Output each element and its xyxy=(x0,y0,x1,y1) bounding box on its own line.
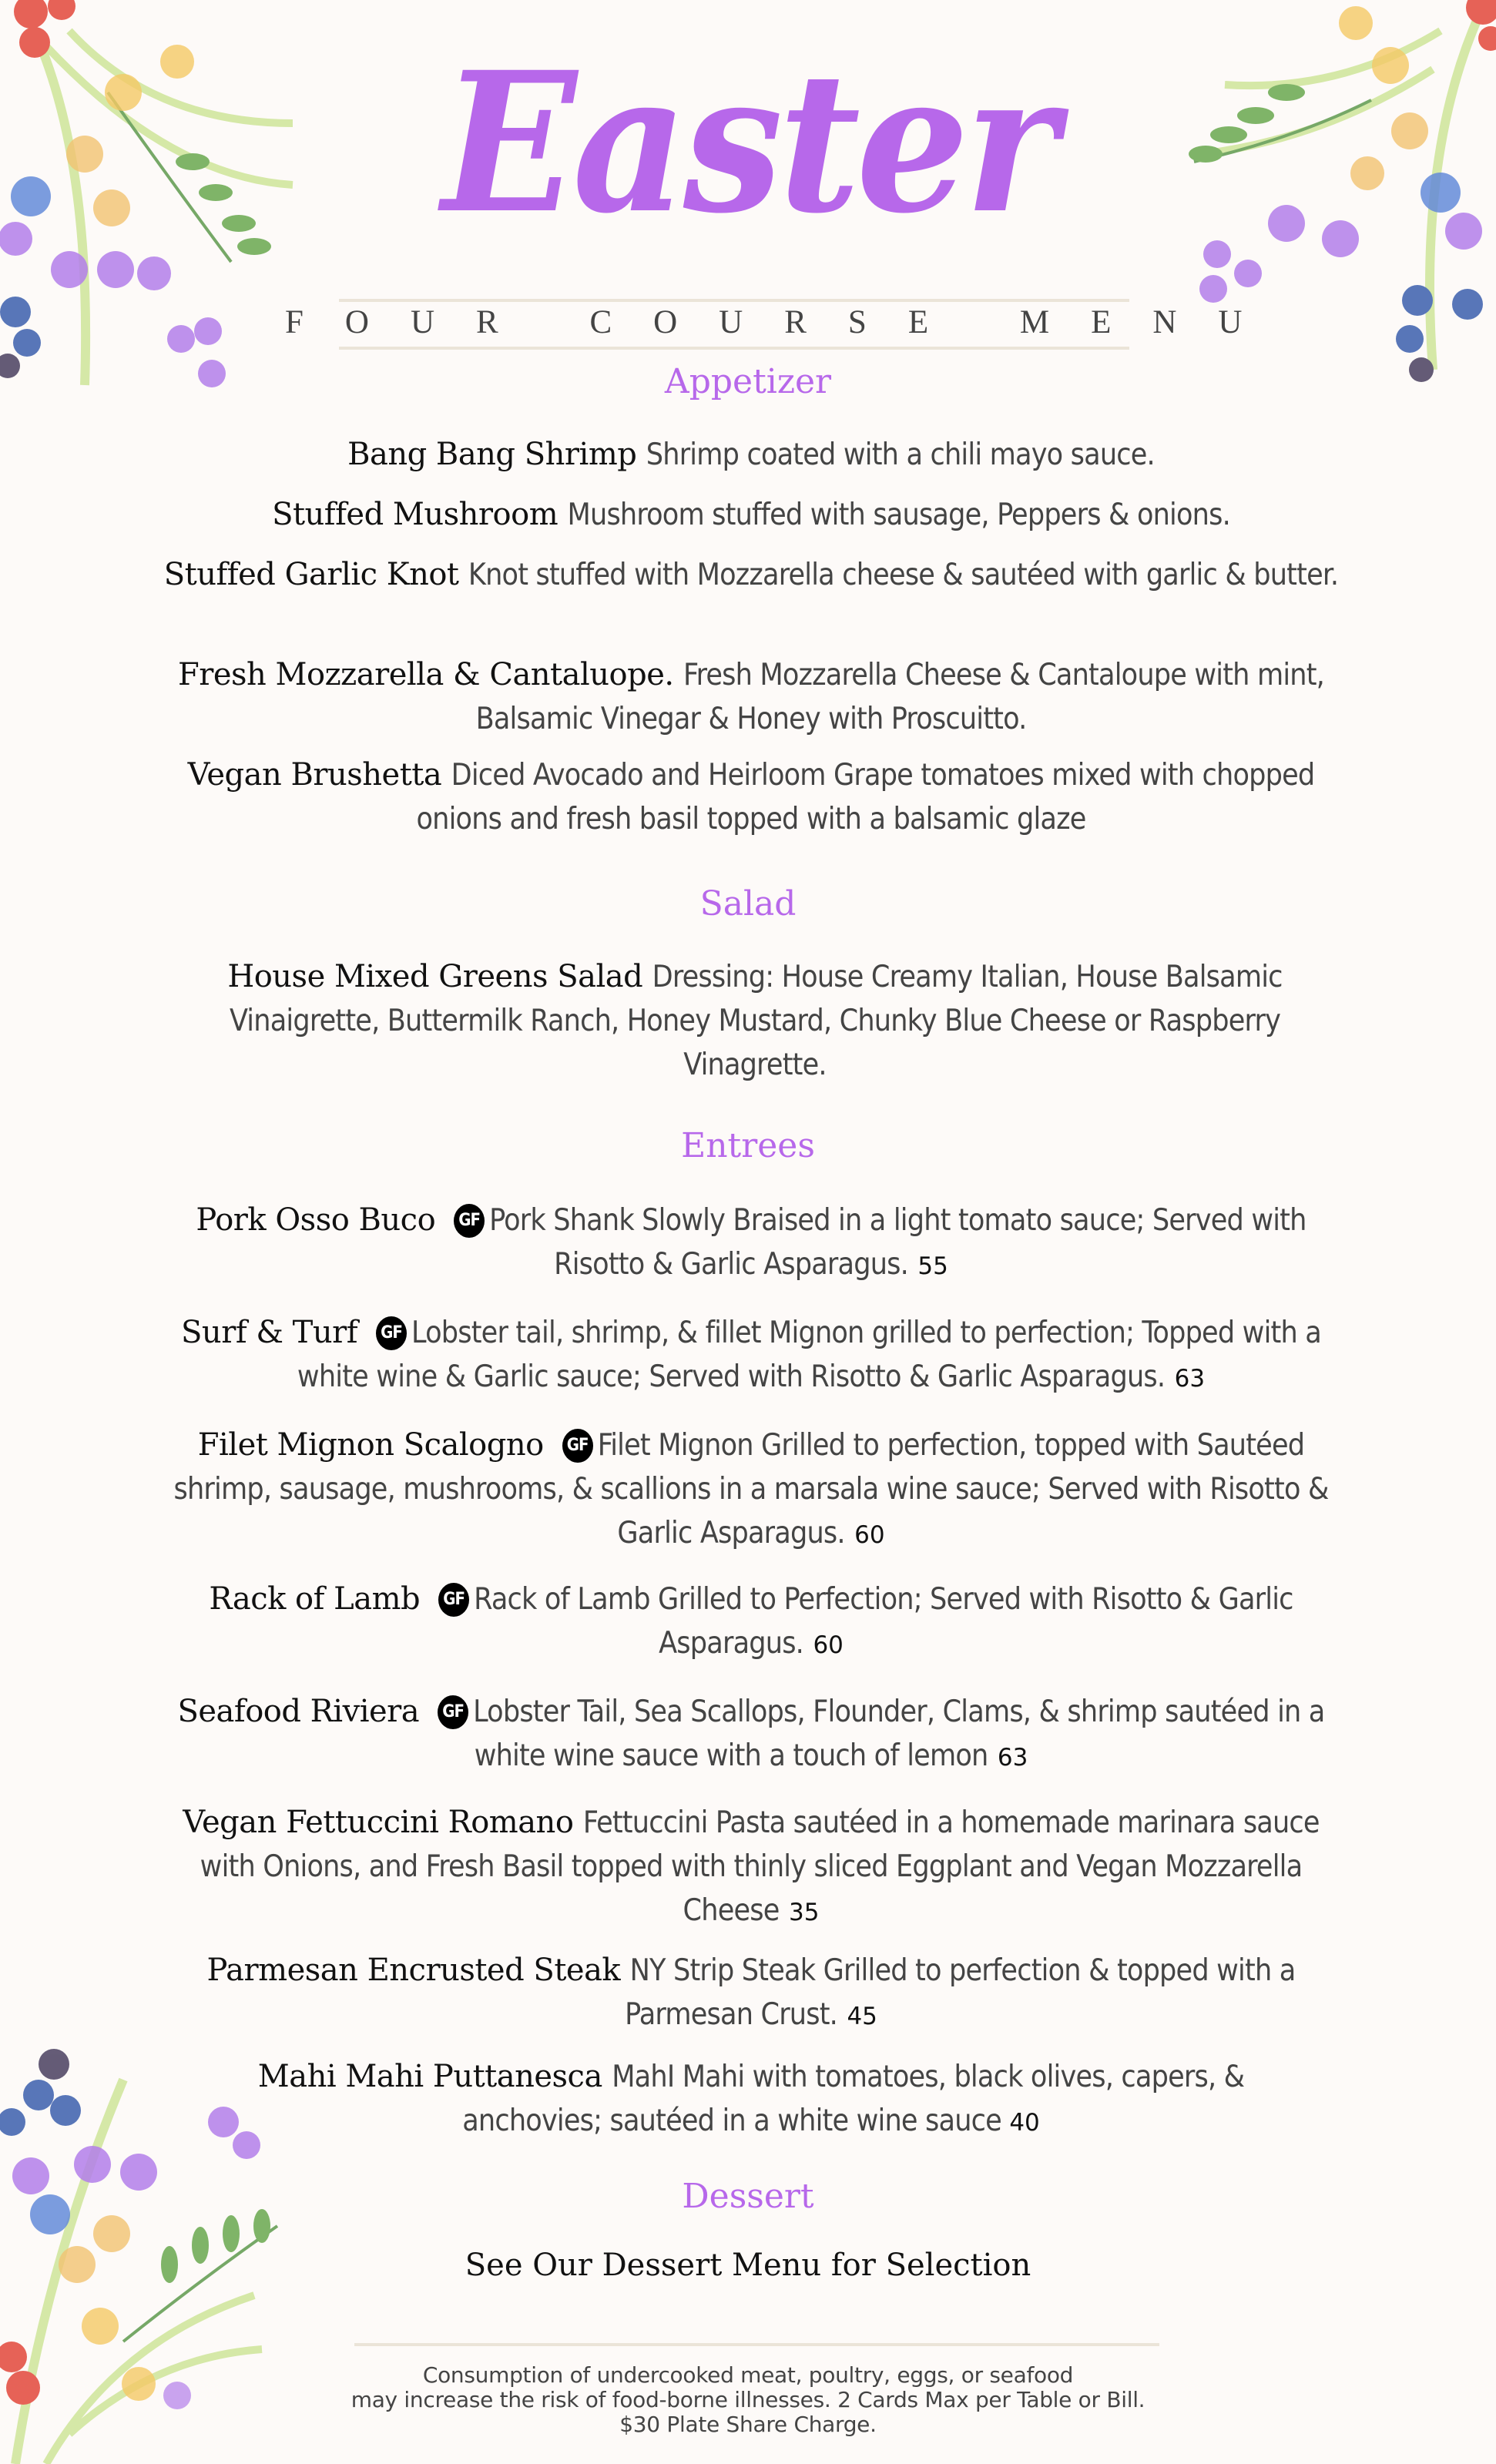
menu-header xyxy=(0,15,1496,270)
item-price: 63 xyxy=(1174,1365,1206,1393)
menu-item xyxy=(166,955,1344,1087)
dessert-note: See Our Dessert Menu for Selection xyxy=(465,2248,1031,2283)
disclaimer-line: Consumption of undercooked meat, poultry, eggs, or seafood xyxy=(422,2362,1074,2388)
menu-item xyxy=(158,1690,1344,1780)
menu-item xyxy=(158,493,1344,537)
menu-item xyxy=(158,553,1344,597)
section-title-salad: Salad xyxy=(699,884,797,924)
menu-item xyxy=(158,433,1344,477)
item-price: 63 xyxy=(997,1744,1028,1772)
divider-top xyxy=(339,299,1129,302)
item-name: Rack of Lamb xyxy=(209,1581,421,1617)
item-name: Seafood Riviera xyxy=(177,1694,420,1729)
item-description: Knot stuffed with Mozzarella cheese & sautéed with garlic & butter. xyxy=(468,558,1339,592)
item-description: MahI Mahi with tomatoes, black olives, capers, & anchovies; sautéed in a white wine sauce xyxy=(462,2060,1245,2138)
item-price: 45 xyxy=(847,2003,877,2030)
gluten-free-badge: GF xyxy=(376,1316,407,1350)
item-name: House Mixed Greens Salad xyxy=(227,959,643,994)
item-description: Rack of Lamb Grilled to Perfection; Served with Risotto & Garlic Asparagus. xyxy=(474,1582,1293,1661)
item-price: 40 xyxy=(1009,2109,1040,2137)
item-name: Surf & Turf xyxy=(181,1315,358,1350)
item-description: Fettuccini Pasta sautéed in a homemade marinara sauce with Onions, and Fresh Basil topped with thinly sliced Eggplant and Vegan Mozzarella Cheese xyxy=(200,1805,1320,1928)
menu-subtitle: FOUR COURSE MENU xyxy=(285,304,1284,340)
menu-item xyxy=(158,753,1344,841)
item-description: Filet Mignon Grilled to perfection, topped with Sautéed shrimp, sausage, mushrooms, & scallions in a marsala wine sauce; Served with Risotto & Garlic Asparagus. xyxy=(173,1428,1329,1550)
item-name: Filet Mignon Scalogno xyxy=(197,1427,544,1463)
item-name: Stuffed Mushroom xyxy=(272,497,558,532)
item-description: NY Strip Steak Grilled to perfection & topped with a Parmesan Crust. xyxy=(625,1953,1296,2032)
item-price: 35 xyxy=(788,1899,820,1926)
menu-item xyxy=(158,1801,1344,1935)
menu-item xyxy=(158,1423,1344,1557)
item-description: Lobster Tail, Sea Scallops, Flounder, Clams, & shrimp sautéed in a white wine sauce with a touch of lemon xyxy=(473,1695,1325,1773)
item-name: Mahi Mahi Puttanesca xyxy=(257,2059,602,2094)
item-description: Pork Shank Slowly Braised in a light tomato sauce; Served with Risotto & Garlic Asparagus. xyxy=(489,1203,1306,1282)
gluten-free-badge: GF xyxy=(562,1429,593,1463)
disclaimer-line: $30 Plate Share Charge. xyxy=(619,2412,877,2437)
menu-item xyxy=(158,1198,1344,1289)
item-name: Fresh Mozzarella & Cantaluope. xyxy=(177,657,674,692)
section-title-appetizer: Appetizer xyxy=(664,362,832,401)
menu-item xyxy=(200,2055,1302,2145)
disclaimer xyxy=(0,2363,1496,2437)
section-title-dessert: Dessert xyxy=(682,2177,814,2216)
item-description: Fresh Mozzarella Cheese & Cantaloupe with mint, Balsamic Vinegar & Honey with Proscuitto. xyxy=(475,658,1325,736)
item-name: Pork Osso Buco xyxy=(196,1202,436,1238)
menu-item xyxy=(158,1949,1344,2039)
item-description: Lobster tail, shrimp, & fillet Mignon grilled to perfection; Topped with a white wine & Garlic sauce; Served with Risotto & Garlic Asparagus. xyxy=(297,1316,1321,1394)
item-price: 60 xyxy=(854,1521,885,1549)
disclaimer-line: may increase the risk of food-borne illnesses. 2 Cards Max per Table or Bill. xyxy=(351,2387,1145,2412)
item-price: 60 xyxy=(813,1631,844,1659)
item-name: Stuffed Garlic Knot xyxy=(163,557,459,592)
item-description: Diced Avocado and Heirloom Grape tomatoes mixed with chopped onions and fresh basil topped with a balsamic glaze xyxy=(416,758,1315,836)
menu-item xyxy=(158,1577,1344,1668)
item-name: Vegan Fettuccini Romano xyxy=(183,1805,574,1840)
gluten-free-badge: GF xyxy=(438,1695,468,1729)
item-name: Bang Bang Shrimp xyxy=(347,437,637,472)
gluten-free-badge: GF xyxy=(438,1583,469,1617)
divider-footer xyxy=(354,2343,1159,2346)
gluten-free-badge: GF xyxy=(454,1204,485,1238)
section-title-entrees: Entrees xyxy=(681,1126,815,1165)
item-description: Dressing: House Creamy Italian, House Balsamic Vinaigrette, Buttermilk Ranch, Honey Mustard, Chunky Blue Cheese or Raspberry Vinagrette. xyxy=(229,960,1283,1082)
item-description: Shrimp coated with a chili mayo sauce. xyxy=(646,437,1155,472)
divider-under-subtitle xyxy=(339,347,1129,350)
item-name: Parmesan Encrusted Steak xyxy=(206,1953,621,1988)
item-name: Vegan Brushetta xyxy=(187,757,442,793)
page-title: Easter xyxy=(441,29,1055,256)
menu-item xyxy=(158,653,1344,741)
item-description: Mushroom stuffed with sausage, Peppers & onions. xyxy=(567,498,1230,532)
menu-item xyxy=(158,1311,1344,1401)
item-price: 55 xyxy=(917,1252,948,1280)
